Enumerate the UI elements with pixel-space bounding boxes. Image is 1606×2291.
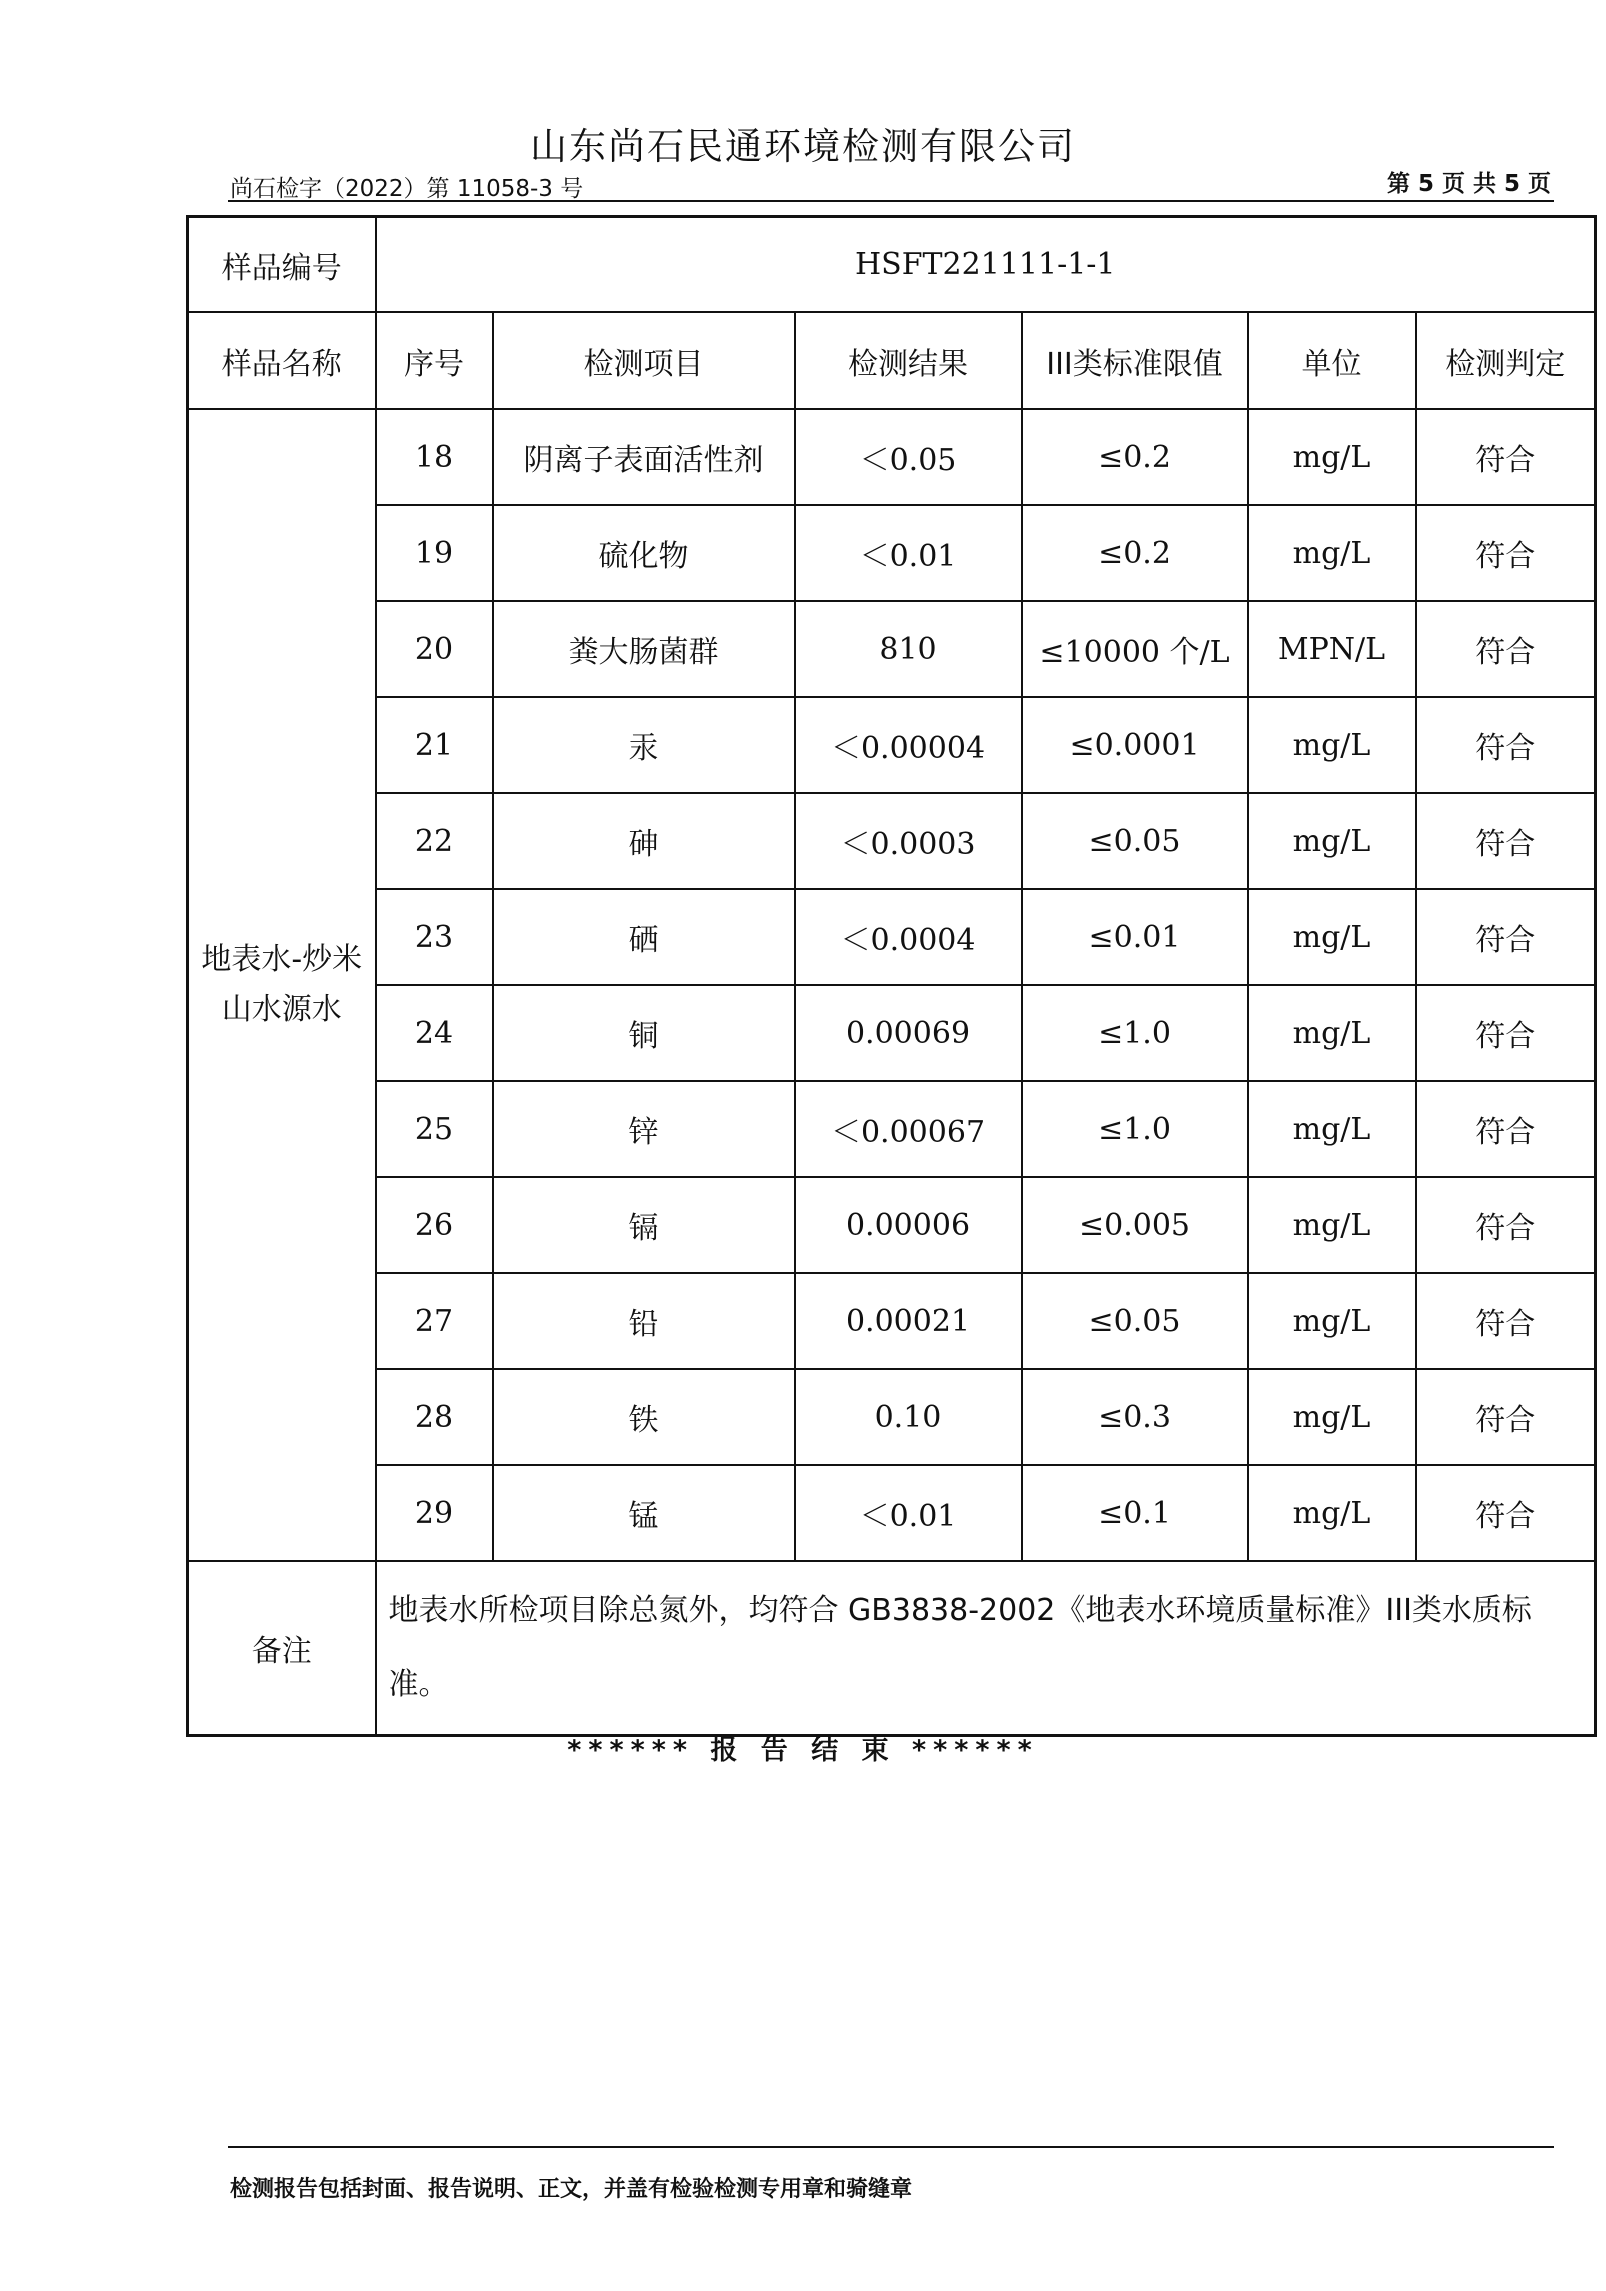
row-judgement: 符合 (1416, 409, 1596, 505)
table-row (188, 601, 1596, 697)
table-row (188, 1465, 1596, 1561)
row-unit: mg/L (1248, 1273, 1416, 1369)
row-unit: mg/L (1248, 1177, 1416, 1273)
row-limit: ≤0.05 (1022, 1273, 1248, 1369)
row-result: ＜0.05 (795, 409, 1022, 505)
row-judgement: 符合 (1416, 1177, 1596, 1273)
row-seq: 18 (376, 409, 493, 505)
row-item: 砷 (493, 793, 795, 889)
column-header-row (188, 312, 1596, 409)
row-seq: 22 (376, 793, 493, 889)
row-item: 铜 (493, 985, 795, 1081)
row-item: 硒 (493, 889, 795, 985)
row-seq: 27 (376, 1273, 493, 1369)
row-judgement: 符合 (1416, 1465, 1596, 1561)
row-item: 阴离子表面活性剂 (493, 409, 795, 505)
header-rule (228, 200, 1554, 202)
row-item: 铁 (493, 1369, 795, 1465)
row-judgement: 符合 (1416, 793, 1596, 889)
row-seq: 28 (376, 1369, 493, 1465)
row-seq: 19 (376, 505, 493, 601)
col-header-unit: 单位 (1248, 312, 1416, 409)
sample-id-label: 样品编号 (188, 217, 376, 313)
row-seq: 23 (376, 889, 493, 985)
table-row (188, 1273, 1596, 1369)
table-row (188, 1177, 1596, 1273)
row-unit: mg/L (1248, 793, 1416, 889)
page-indicator: 第 5 页 共 5 页 (1386, 171, 1551, 197)
row-limit: ≤10000 个/L (1022, 601, 1248, 697)
row-limit: ≤0.2 (1022, 409, 1248, 505)
row-judgement: 符合 (1416, 505, 1596, 601)
row-item: 铅 (493, 1273, 795, 1369)
row-limit: ≤1.0 (1022, 985, 1248, 1081)
table-row (188, 697, 1596, 793)
table-row (188, 1081, 1596, 1177)
sample-name-cell: 地表水-炒米山水源水 (188, 409, 376, 1561)
row-judgement: 符合 (1416, 1369, 1596, 1465)
report-number: 尚石检字（2022）第 11058-3 号 (230, 176, 584, 202)
remark-label: 备注 (188, 1561, 376, 1736)
row-limit: ≤0.3 (1022, 1369, 1248, 1465)
row-item: 汞 (493, 697, 795, 793)
row-judgement: 符合 (1416, 1081, 1596, 1177)
col-header-judgement: 检测判定 (1416, 312, 1596, 409)
row-unit: mg/L (1248, 889, 1416, 985)
row-unit: MPN/L (1248, 601, 1416, 697)
row-unit: mg/L (1248, 985, 1416, 1081)
row-judgement: 符合 (1416, 601, 1596, 697)
row-limit: ≤1.0 (1022, 1081, 1248, 1177)
col-header-sample-name: 样品名称 (188, 312, 376, 409)
row-result: ＜0.01 (795, 1465, 1022, 1561)
row-result: ＜0.01 (795, 505, 1022, 601)
row-judgement: 符合 (1416, 697, 1596, 793)
row-unit: mg/L (1248, 1465, 1416, 1561)
row-unit: mg/L (1248, 697, 1416, 793)
row-result: 0.00069 (795, 985, 1022, 1081)
row-result: 0.00006 (795, 1177, 1022, 1273)
row-item: 粪大肠菌群 (493, 601, 795, 697)
table-row (188, 1369, 1596, 1465)
row-limit: ≤0.1 (1022, 1465, 1248, 1561)
table-row (188, 985, 1596, 1081)
company-name: 山东尚石民通环境检测有限公司 (530, 125, 1076, 168)
row-result: ＜0.00004 (795, 697, 1022, 793)
table-row (188, 505, 1596, 601)
row-unit: mg/L (1248, 1369, 1416, 1465)
row-limit: ≤0.05 (1022, 793, 1248, 889)
remark-row (188, 1561, 1596, 1736)
report-end-mark: ****** 报 告 结 束 ****** (567, 1735, 1039, 1766)
row-result: 0.00021 (795, 1273, 1022, 1369)
row-unit: mg/L (1248, 1081, 1416, 1177)
row-item: 硫化物 (493, 505, 795, 601)
row-item: 锰 (493, 1465, 795, 1561)
row-seq: 29 (376, 1465, 493, 1561)
row-limit: ≤0.01 (1022, 889, 1248, 985)
test-results-table (186, 215, 1597, 1737)
col-header-item: 检测项目 (493, 312, 795, 409)
row-seq: 26 (376, 1177, 493, 1273)
row-result: 810 (795, 601, 1022, 697)
row-judgement: 符合 (1416, 985, 1596, 1081)
row-seq: 21 (376, 697, 493, 793)
row-item: 锌 (493, 1081, 795, 1177)
row-seq: 25 (376, 1081, 493, 1177)
row-limit: ≤0.2 (1022, 505, 1248, 601)
col-header-limit: III类标准限值 (1022, 312, 1248, 409)
table-row (188, 409, 1596, 505)
row-unit: mg/L (1248, 505, 1416, 601)
row-result: ＜0.0004 (795, 889, 1022, 985)
row-limit: ≤0.0001 (1022, 697, 1248, 793)
row-result: ＜0.00067 (795, 1081, 1022, 1177)
row-seq: 24 (376, 985, 493, 1081)
row-seq: 20 (376, 601, 493, 697)
footer-rule (228, 2146, 1554, 2148)
sample-id-row (188, 217, 1596, 313)
row-judgement: 符合 (1416, 889, 1596, 985)
table-row (188, 793, 1596, 889)
footer-note: 检测报告包括封面、报告说明、正文，并盖有检验检测专用章和骑缝章 (230, 2177, 913, 2202)
col-header-seq: 序号 (376, 312, 493, 409)
table-row (188, 889, 1596, 985)
sample-id-value: HSFT221111-1-1 (376, 217, 1596, 313)
row-unit: mg/L (1248, 409, 1416, 505)
remark-text: 地表水所检项目除总氮外，均符合 GB3838-2002《地表水环境质量标准》III类水质标准。 (376, 1561, 1596, 1736)
row-judgement: 符合 (1416, 1273, 1596, 1369)
row-limit: ≤0.005 (1022, 1177, 1248, 1273)
row-result: ＜0.0003 (795, 793, 1022, 889)
row-result: 0.10 (795, 1369, 1022, 1465)
row-item: 镉 (493, 1177, 795, 1273)
col-header-result: 检测结果 (795, 312, 1022, 409)
